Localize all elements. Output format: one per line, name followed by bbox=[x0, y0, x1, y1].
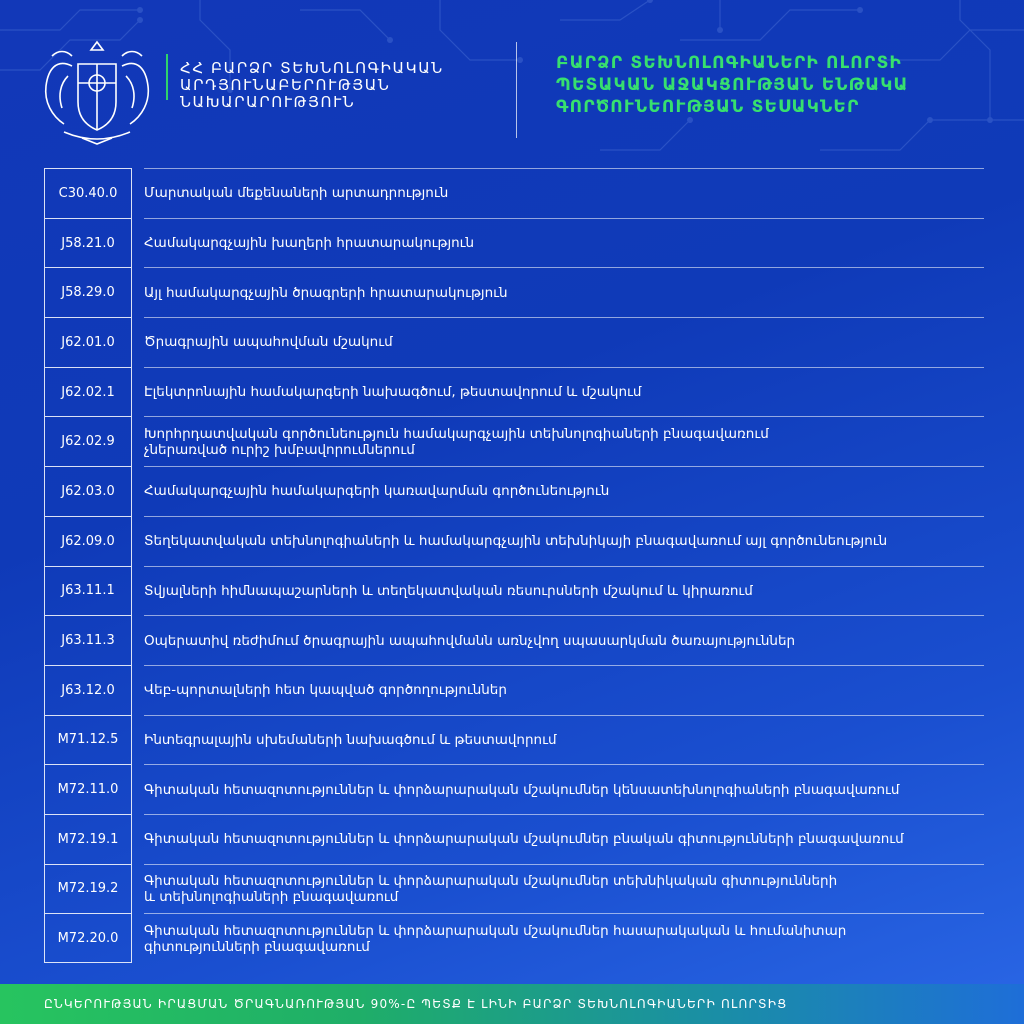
table-row bbox=[44, 416, 984, 466]
table-row bbox=[44, 764, 984, 814]
activity-description: Այլ համակարգչային ծրագրերի հրատարակություն bbox=[144, 284, 508, 301]
table-row bbox=[44, 466, 984, 516]
table-row bbox=[44, 516, 984, 566]
activity-code: J63.11.1 bbox=[44, 566, 132, 616]
activity-description: Գիտական հետազոտություններ և փորձարարական մշակումներ կենսատեխնոլոգիաների բնագավառում bbox=[144, 781, 900, 798]
activity-description: Տեղեկատվական տեխնոլոգիաների և համակարգչային տեխնիկայի բնագավառում այլ գործունեություն bbox=[144, 533, 888, 550]
activity-description-cell bbox=[144, 566, 984, 616]
activity-table bbox=[44, 168, 984, 963]
activity-description-cell bbox=[144, 665, 984, 715]
activity-description-cell bbox=[144, 218, 984, 268]
table-row bbox=[44, 715, 984, 765]
activity-code: J58.29.0 bbox=[44, 267, 132, 317]
activity-description: Գիտական հետազոտություններ և փորձարարական մշակումներ տեխնիկական գիտությունների և տեխնոլոգիաների բնագավառում bbox=[144, 872, 838, 905]
green-accent-rule bbox=[166, 54, 168, 100]
activity-description-cell bbox=[144, 764, 984, 814]
title-line: ԳՈՐԾՈՒՆԵՈՒԹՅԱՆ ՏԵՍԱԿՆԵՐ bbox=[556, 97, 860, 117]
armenia-coat-of-arms-icon bbox=[38, 36, 156, 148]
activity-code: J58.21.0 bbox=[44, 218, 132, 268]
ministry-line: ՀՀ ԲԱՐՁՐ ՏԵԽՆՈԼՈԳԻԱԿԱՆ bbox=[180, 59, 444, 77]
activity-description-cell bbox=[144, 267, 984, 317]
activity-description-cell bbox=[144, 466, 984, 516]
activity-code: J62.02.1 bbox=[44, 367, 132, 417]
activity-code: J63.11.3 bbox=[44, 615, 132, 665]
footer-text: ԸՆԿԵՐՈՒԹՅԱՆ ԻՐԱՑՄԱՆ ԾՐԱԳՆԱՌՈՒԹՅԱՆ 90%-Ը ՊԵՏՔ Է ԼԻՆԻ ԲԱՐՁՐ ՏԵԽՆՈԼՈԳԻԱՆԵՐԻ ՈԼՈՐՏԻՑ bbox=[44, 997, 788, 1011]
activity-description: Օպերատիվ ռեժիմում ծրագրային ապահովմանն առնչվող սպասարկման ծառայություններ bbox=[144, 632, 796, 649]
table-row bbox=[44, 267, 984, 317]
activity-code: J62.02.9 bbox=[44, 416, 132, 466]
activity-code: J62.01.0 bbox=[44, 317, 132, 367]
title-line: ՊԵՏԱԿԱՆ ԱՋԱԿՑՈՒԹՅԱՆ ԵՆԹԱԿԱ bbox=[556, 75, 909, 95]
ministry-name bbox=[180, 60, 480, 111]
activity-description: Գիտական հետազոտություններ և փորձարարական մշակումներ բնական գիտությունների բնագավառում bbox=[144, 831, 904, 848]
table-row bbox=[44, 864, 984, 914]
activity-code: C30.40.0 bbox=[44, 168, 132, 218]
activity-description: Համակարգչային խաղերի հրատարակություն bbox=[144, 235, 475, 252]
activity-description: Համակարգչային համակարգերի կառավարման գործունեություն bbox=[144, 483, 610, 500]
activity-code: M72.20.0 bbox=[44, 913, 132, 963]
table-row bbox=[44, 317, 984, 367]
page-title bbox=[556, 52, 996, 118]
ministry-line: ՆԱԽԱՐԱՐՈՒԹՅՈՒՆ bbox=[180, 93, 356, 111]
table-row bbox=[44, 367, 984, 417]
ministry-line: ԱՐԴՅՈՒՆԱԲԵՐՈՒԹՅԱՆ bbox=[180, 76, 391, 94]
activity-code: M72.19.1 bbox=[44, 814, 132, 864]
table-row bbox=[44, 814, 984, 864]
table-row bbox=[44, 218, 984, 268]
activity-code: M72.19.2 bbox=[44, 864, 132, 914]
title-line: ԲԱՐՁՐ ՏԵԽՆՈԼՈԳԻԱՆԵՐԻ ՈԼՈՐՏԻ bbox=[556, 53, 902, 73]
activity-code: J62.09.0 bbox=[44, 516, 132, 566]
activity-description-cell bbox=[144, 516, 984, 566]
activity-description-cell bbox=[144, 416, 984, 466]
header-divider bbox=[516, 42, 517, 138]
activity-code: J62.03.0 bbox=[44, 466, 132, 516]
activity-description-cell bbox=[144, 367, 984, 417]
activity-description: Էլեկտրոնային համակարգերի նախագծում, թեստավորում և մշակում bbox=[144, 384, 642, 401]
activity-description-cell bbox=[144, 615, 984, 665]
activity-description-cell bbox=[144, 168, 984, 218]
table-row bbox=[44, 913, 984, 963]
activity-description: Գիտական հետազոտություններ և փորձարարական մշակումներ հասարակական և հումանիտար գիտությունների բնագավառում bbox=[144, 922, 847, 955]
activity-code: M72.11.0 bbox=[44, 764, 132, 814]
table-row bbox=[44, 665, 984, 715]
table-row bbox=[44, 615, 984, 665]
activity-description: Ինտեգրալային սխեմաների նախագծում և թեստավորում bbox=[144, 731, 557, 748]
activity-code: J63.12.0 bbox=[44, 665, 132, 715]
activity-description-cell bbox=[144, 814, 984, 864]
footer-banner bbox=[0, 984, 1024, 1024]
activity-description: Տվյալների հիմնապաշարների և տեղեկատվական ռեսուրսների մշակում և կիրառում bbox=[144, 582, 753, 599]
activity-description: Ծրագրային ապահովման մշակում bbox=[144, 334, 393, 351]
activity-description-cell bbox=[144, 913, 984, 963]
table-row bbox=[44, 566, 984, 616]
table-row bbox=[44, 168, 984, 218]
activity-code: M71.12.5 bbox=[44, 715, 132, 765]
activity-description-cell bbox=[144, 864, 984, 914]
activity-description-cell bbox=[144, 715, 984, 765]
activity-description: Վեբ-պորտալների հետ կապված գործողություններ bbox=[144, 682, 507, 699]
header bbox=[0, 0, 1024, 160]
activity-description: Մարտական մեքենաների արտադրություն bbox=[144, 185, 449, 202]
activity-description-cell bbox=[144, 317, 984, 367]
activity-description: Խորհրդատվական գործունեություն համակարգչային տեխնոլոգիաների բնագավառում չներառված ուրիշ խմբավորումներում bbox=[144, 425, 769, 458]
